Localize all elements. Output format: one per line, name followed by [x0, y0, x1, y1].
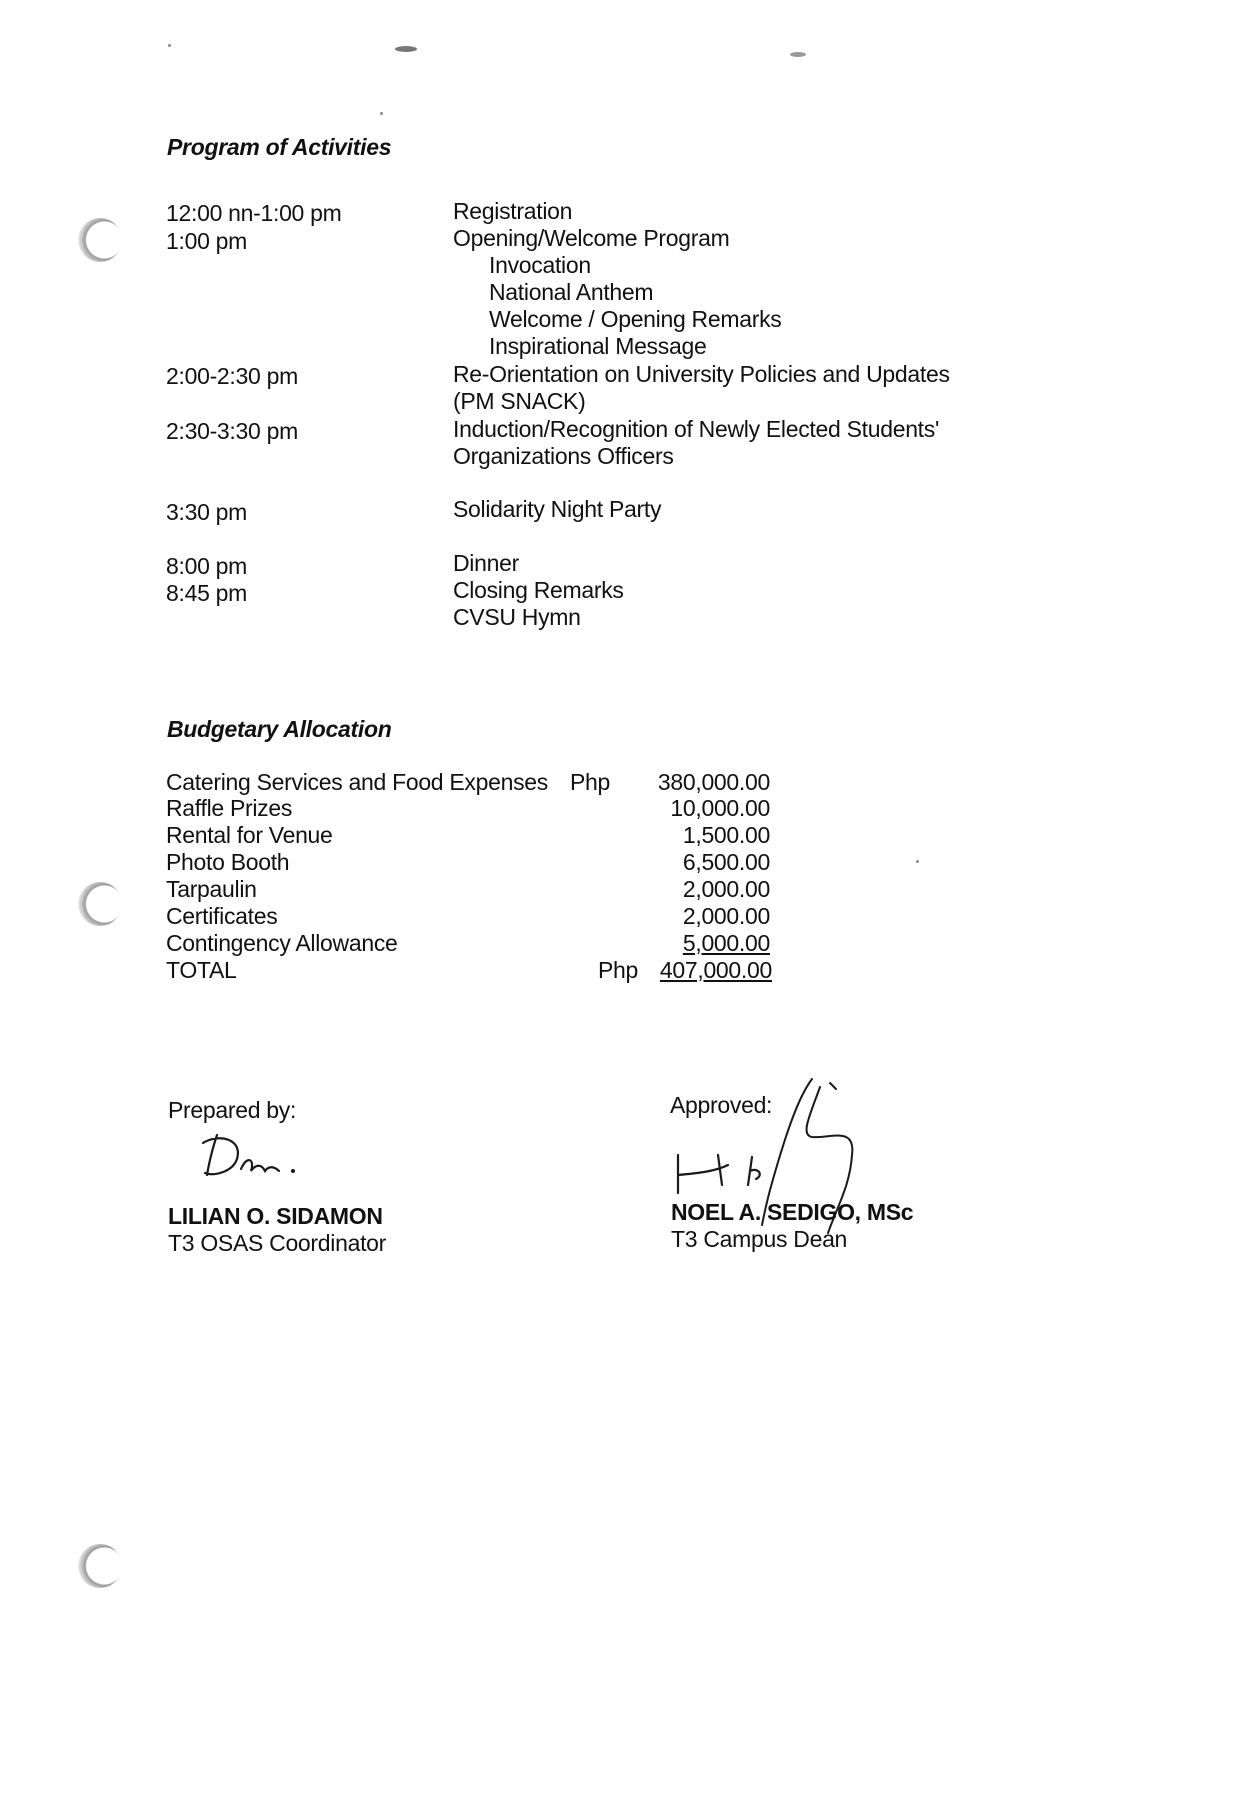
approved-title: T3 Campus Dean: [671, 1226, 848, 1252]
program-time: 12:00 nn-1:00 pm: [166, 200, 342, 226]
program-sub-activity: Welcome / Opening Remarks: [489, 306, 782, 332]
budget-item-label: Catering Services and Food Expenses: [166, 769, 548, 795]
program-activity: Re-Orientation on University Policies and Updates: [453, 361, 950, 387]
program-activity: (PM SNACK): [453, 388, 586, 414]
program-time: 1:00 pm: [166, 228, 248, 254]
budget-item-amount: 2,000.00: [682, 876, 770, 902]
budget-item-label: Certificates: [166, 903, 278, 929]
program-sub-activity: National Anthem: [489, 279, 654, 305]
program-activity: Induction/Recognition of Newly Elected Students': [453, 416, 940, 442]
program-time: 2:30-3:30 pm: [166, 418, 298, 444]
scan-speck: [380, 112, 383, 115]
budget-item-amount: 10,000.00: [670, 795, 770, 821]
budget-item-label: Photo Booth: [166, 849, 290, 875]
prepared-name: LILIAN O. SIDAMON: [168, 1203, 383, 1229]
program-activity: CVSU Hymn: [453, 604, 581, 630]
scan-speck: [168, 44, 171, 47]
approved-name: NOEL A. SEDIGO, MSc: [671, 1199, 914, 1225]
program-time: 8:45 pm: [166, 580, 248, 606]
scan-speck: [790, 52, 806, 57]
budget-item-amount: 1,500.00: [682, 822, 770, 848]
budget-item-amount: 5,000.00: [682, 930, 770, 956]
program-time: 3:30 pm: [166, 499, 248, 525]
program-heading: Program of Activities: [167, 134, 392, 160]
budget-item-label: Rental for Venue: [166, 822, 333, 848]
budget-item-amount: 2,000.00: [682, 903, 770, 929]
program-activity: Registration: [453, 198, 573, 224]
punch-hole-bottom: [78, 1544, 122, 1588]
approved-caption: Approved:: [670, 1092, 773, 1118]
budget-total-label: TOTAL: [166, 957, 237, 983]
program-time: 2:00-2:30 pm: [166, 363, 298, 389]
program-sub-activity: Inspirational Message: [489, 333, 707, 359]
budget-item-label: Raffle Prizes: [166, 795, 293, 821]
budget-item-label: Contingency Allowance: [166, 930, 398, 956]
budget-heading: Budgetary Allocation: [167, 716, 392, 742]
program-sub-activity: Invocation: [489, 252, 591, 278]
budget-total-amount: 407,000.00: [659, 957, 772, 983]
budget-item-label: Tarpaulin: [166, 876, 257, 902]
scan-speck: [395, 46, 417, 52]
program-activity: Organizations Officers: [453, 443, 674, 469]
budget-total-currency: Php: [598, 957, 639, 983]
budget-item-amount: 380,000.00: [657, 769, 770, 795]
program-activity: Opening/Welcome Program: [453, 225, 730, 251]
prepared-signature: [195, 1125, 305, 1185]
budget-item-amount: 6,500.00: [682, 849, 770, 875]
punch-hole-middle: [78, 882, 122, 926]
program-activity: Closing Remarks: [453, 577, 624, 603]
program-activity: Solidarity Night Party: [453, 496, 662, 522]
punch-hole-top: [78, 218, 122, 262]
prepared-caption: Prepared by:: [168, 1097, 297, 1123]
program-activity: Dinner: [453, 550, 519, 576]
prepared-title: T3 OSAS Coordinator: [168, 1230, 387, 1256]
budget-item-currency: Php: [570, 769, 611, 795]
program-time: 8:00 pm: [166, 553, 248, 579]
scan-speck: [916, 860, 919, 863]
